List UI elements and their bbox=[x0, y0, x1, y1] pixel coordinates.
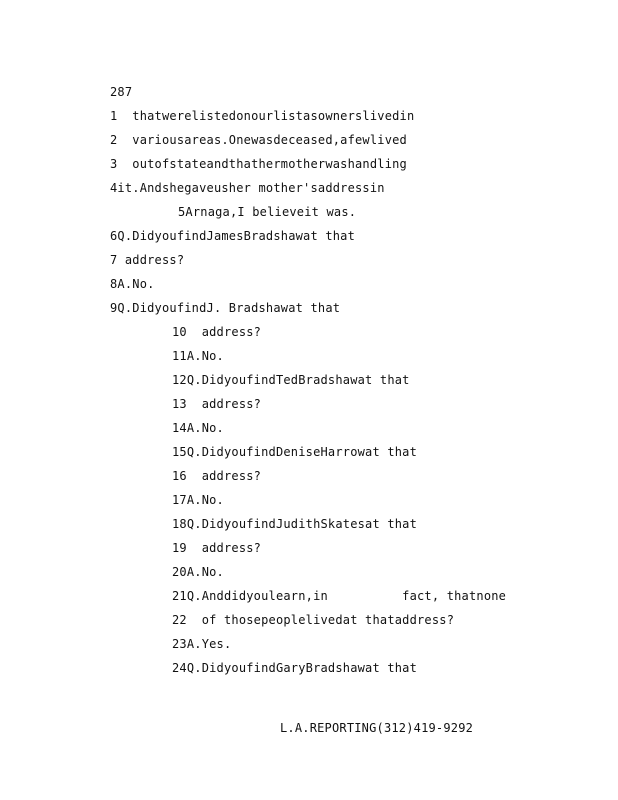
transcript-line-6: 6Q.DidyoufindJamesBradshawat that bbox=[110, 229, 356, 243]
transcript-line-19: 19 address? bbox=[172, 541, 262, 555]
transcript-line-20: 20A.No. bbox=[172, 565, 224, 579]
transcript-line-23: 23A.Yes. bbox=[172, 637, 232, 651]
transcript-line-22: 22 of thosepeoplelivedat thataddress? bbox=[172, 613, 455, 627]
transcript-line-16: 16 address? bbox=[172, 469, 262, 483]
transcript-line-18: 18Q.DidyoufindJudithSkatesat that bbox=[172, 517, 418, 531]
transcript-line-3: 3 outofstateandthathermotherwashandling bbox=[110, 157, 407, 171]
transcript-line-5: 5Arnaga,I believeit was. bbox=[178, 205, 357, 219]
transcript-line-4: 4it.Andshegaveusher mother'saddressin bbox=[110, 181, 385, 195]
transcript-line-17: 17A.No. bbox=[172, 493, 224, 507]
transcript-line-9: 9Q.DidyoufindJ. Bradshawat that bbox=[110, 301, 341, 315]
transcript-line-12: 12Q.DidyoufindTedBradshawat that bbox=[172, 373, 410, 387]
transcript-line-2: 2 variousareas.Onewasdeceased,afewlived bbox=[110, 133, 407, 147]
transcript-line-21: 21Q.Anddidyoulearn,in fact, thatnone bbox=[172, 589, 507, 603]
transcript-line-8: 8A.No. bbox=[110, 277, 155, 291]
transcript-line-7: 7 address? bbox=[110, 253, 185, 267]
transcript-line-10: 10 address? bbox=[172, 325, 262, 339]
transcript-line-14: 14A.No. bbox=[172, 421, 224, 435]
transcript-line-11: 11A.No. bbox=[172, 349, 224, 363]
transcript-line-1: 1 thatwerelistedonourlistasownerslivedin bbox=[110, 109, 415, 123]
footer-reporter: L.A.REPORTING(312)419-9292 bbox=[280, 721, 474, 735]
page-number: 287 bbox=[110, 85, 133, 99]
transcript-line-13: 13 address? bbox=[172, 397, 262, 411]
transcript-line-24: 24Q.DidyoufindGaryBradshawat that bbox=[172, 661, 418, 675]
transcript-line-15: 15Q.DidyoufindDeniseHarrowat that bbox=[172, 445, 418, 459]
